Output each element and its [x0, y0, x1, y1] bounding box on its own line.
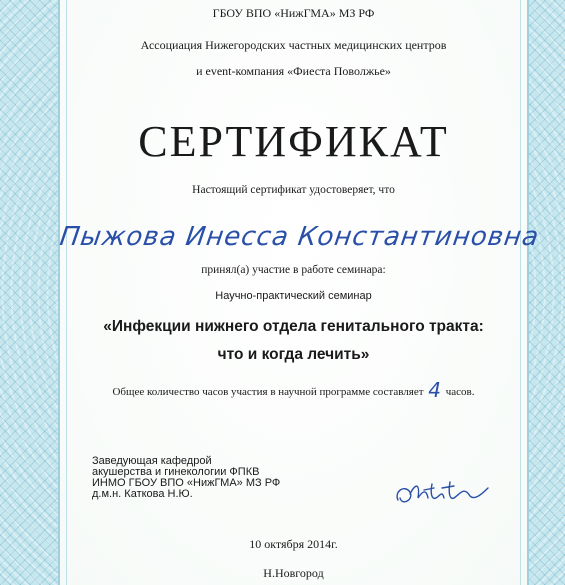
signatory-line-3: ИНМО ГБОУ ВПО «НижГМА» МЗ РФ [92, 477, 281, 489]
header-line-1: ГБОУ ВПО «НижГМА» МЗ РФ [212, 6, 375, 20]
seminar-title-line-2: что и когда лечить» [217, 346, 370, 363]
signatory-block [92, 456, 280, 500]
header-line-3: и event-компания «Фиеста Поволжье» [196, 64, 391, 78]
signatory-line-1: Заведующая кафедрой [92, 455, 212, 467]
signature-image [390, 470, 500, 518]
issue-date: 10 октября 2014г. [249, 537, 338, 551]
signatory-line-2: акушерства и гинекологии ФПКВ [92, 466, 260, 478]
certifies-text: Настоящий сертификат удостоверяет, что [192, 184, 395, 196]
hours-prefix: Общее количество часов участия в научной программе составляет [112, 386, 424, 398]
seminar-type: Научно-практический семинар [215, 290, 372, 302]
hours-value: 4 [428, 378, 441, 402]
hours-suffix: часов. [445, 386, 475, 398]
certificate-title: СЕРТИФИКАТ [138, 117, 449, 166]
issue-city: Н.Новгород [263, 566, 324, 580]
certificate-body [57, 0, 542, 585]
seminar-title-line-1: «Инфекции нижнего отдела генитального тракта: [103, 318, 484, 335]
signatory-line-4: д.м.н. Каткова Н.Ю. [92, 488, 193, 500]
participation-text: принял(а) участие в работе семинара: [201, 264, 386, 276]
recipient-name: Пыжова Инесса Константиновна [57, 222, 542, 252]
header-line-2: Ассоциация Нижегородских частных медицинских центров [140, 38, 447, 52]
hours-statement [60, 378, 527, 402]
